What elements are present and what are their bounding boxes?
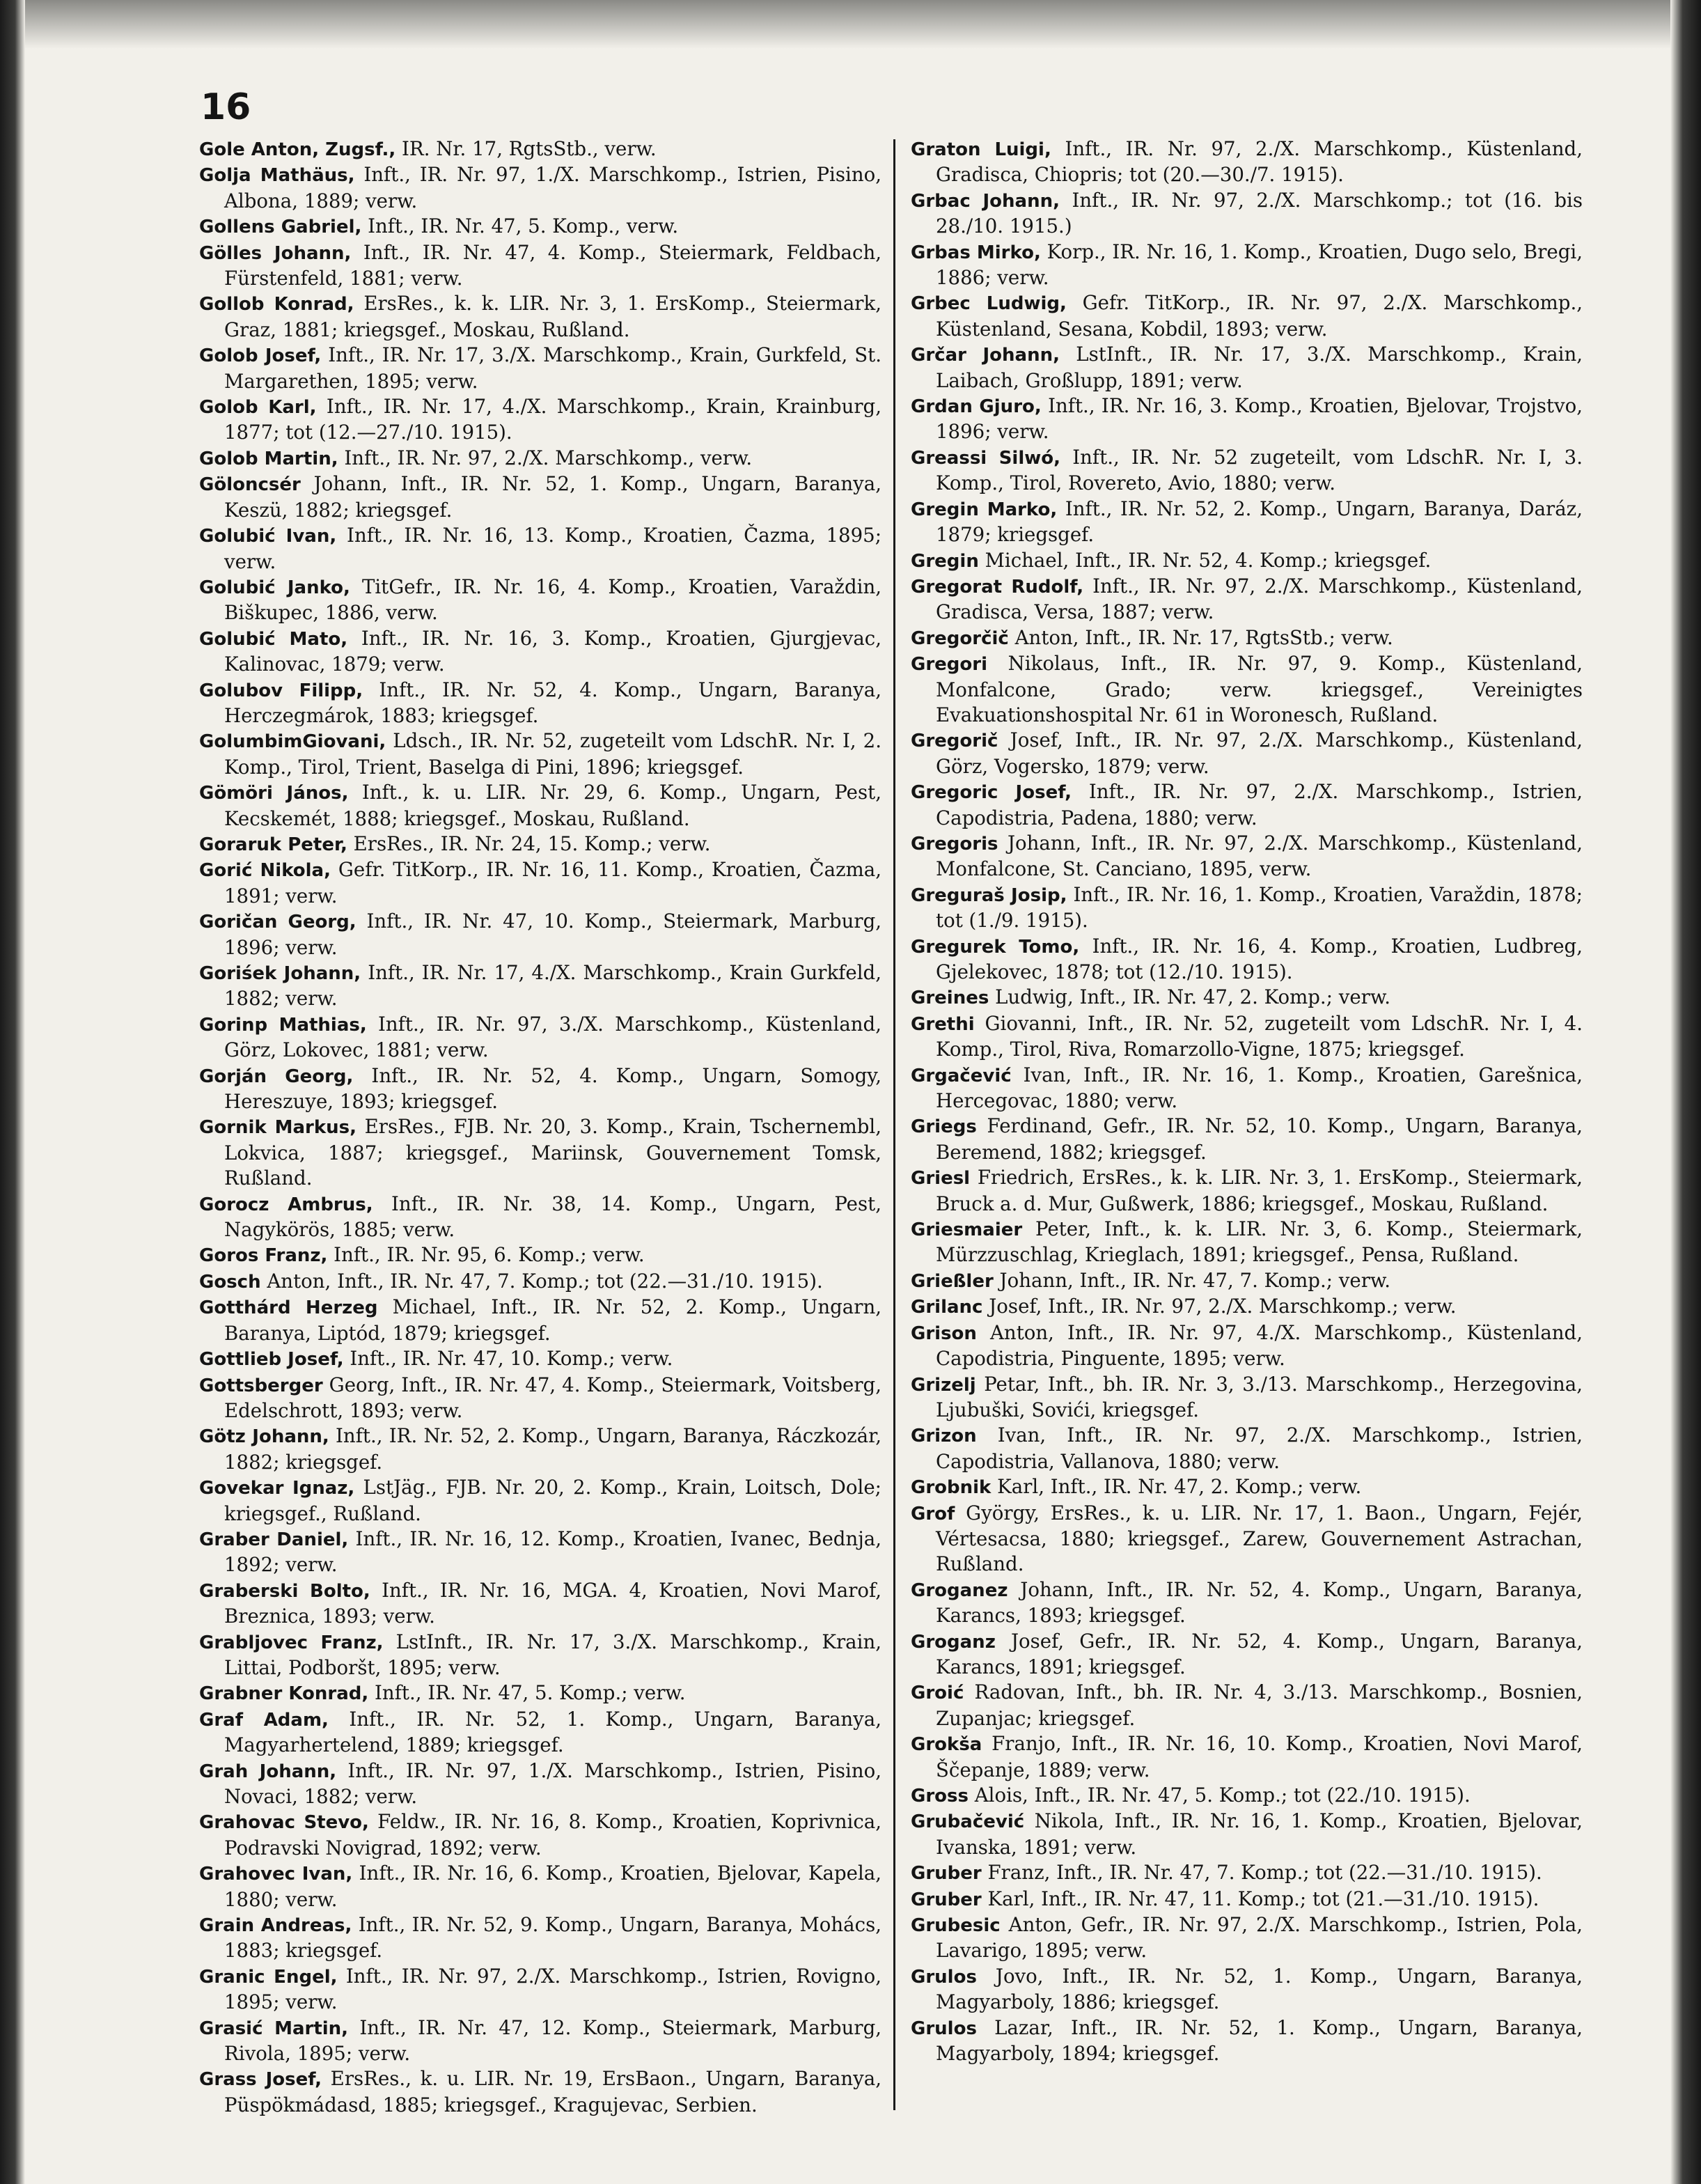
entry-details: ErsRes., k. k. LIR. Nr. 3, 1. ErsKomp., Steiermark, Graz, 1881; kriegsgef., Moskau, Rußland. bbox=[224, 292, 881, 341]
list-entry bbox=[911, 1887, 1583, 1912]
entry-details: Ferdinand, Gefr., IR. Nr. 52, 10. Komp., Ungarn, Baranya, Beremend, 1882; kriegsgef. bbox=[936, 1114, 1583, 1164]
entry-details: Inft., IR. Nr. 16, 4. Komp., Kroatien, Ludbreg, Gjelekovec, 1878; tot (12./10. 1915). bbox=[936, 934, 1583, 983]
entry-details: György, ErsRes., k. u. LIR. Nr. 17, 1. Baon., Ungarn, Fejér, Vértesacsa, 1880; kriegsgef., Zarew, Gouvernement Astrachan, Rußland. bbox=[936, 1501, 1583, 1576]
entry-details: Inft., IR. Nr. 97, 3./X. Marschkomp., Küstenland, Görz, Lokovec, 1881; verw. bbox=[224, 1012, 881, 1062]
list-entry bbox=[911, 1114, 1583, 1165]
entry-details: Anton, Inft., IR. Nr. 17, RgtsStb.; verw. bbox=[1008, 625, 1393, 649]
entry-name: Goros Franz, bbox=[199, 1245, 328, 1267]
list-entry bbox=[199, 1861, 881, 1912]
entry-details: Karl, Inft., IR. Nr. 47, 2. Komp.; verw. bbox=[991, 1475, 1362, 1499]
entry-name: Grbas Mirko, bbox=[911, 242, 1041, 263]
list-entry bbox=[911, 1372, 1583, 1424]
entry-details: Inft., IR. Nr. 97, 2./X. Marschkomp.; tot (16. bis 28./10. 1915.) bbox=[936, 188, 1583, 238]
list-entry bbox=[199, 1012, 881, 1063]
entry-name: Gregin Marko, bbox=[911, 499, 1058, 520]
entry-name: Gorján Georg, bbox=[199, 1066, 354, 1087]
entry-name: Graber Daniel, bbox=[199, 1529, 349, 1550]
entry-name: Grilanc bbox=[911, 1297, 983, 1318]
list-entry bbox=[199, 1063, 881, 1115]
list-entry bbox=[911, 1809, 1583, 1860]
entry-name: Grabljovec Franz, bbox=[199, 1632, 384, 1653]
list-entry bbox=[199, 678, 881, 729]
entry-details: Alois, Inft., IR. Nr. 47, 5. Komp.; tot (22./10. 1915). bbox=[968, 1784, 1471, 1807]
list-entry bbox=[911, 1629, 1583, 1680]
list-entry bbox=[911, 1268, 1583, 1294]
entry-details: Franjo, Inft., IR. Nr. 16, 10. Komp., Kroatien, Novi Marof, Ščepanje, 1889; verw. bbox=[936, 1732, 1583, 1781]
entry-name: Goriśek Johann, bbox=[199, 963, 361, 984]
entry-details: Inft., IR. Nr. 97, 1./X. Marschkomp., Istrien, Pisino, Novaci, 1882; verw. bbox=[224, 1758, 881, 1808]
entry-details: Inft., IR. Nr. 52 zugeteilt, vom LdschR. Nr. I, 3. Komp., Tirol, Rovereto, Avio, 1880; verw. bbox=[936, 445, 1583, 495]
list-entry bbox=[911, 1474, 1583, 1500]
list-entry bbox=[911, 1011, 1583, 1063]
list-entry bbox=[911, 934, 1583, 985]
entry-name: Götz Johann, bbox=[199, 1426, 329, 1448]
entry-name: Grahovac Stevo, bbox=[199, 1812, 369, 1834]
entry-name: Gregorič bbox=[911, 731, 998, 752]
entry-details: Gefr. TitKorp., IR. Nr. 16, 11. Komp., Kroatien, Čazma, 1891; verw. bbox=[224, 858, 881, 907]
list-entry bbox=[199, 909, 881, 960]
list-entry bbox=[199, 214, 881, 240]
list-entry bbox=[199, 1680, 881, 1706]
entry-name: Grießler bbox=[911, 1270, 994, 1292]
entry-details: Josef, Gefr., IR. Nr. 52, 4. Komp., Ungarn, Baranya, Karancs, 1891; kriegsgef. bbox=[936, 1629, 1583, 1678]
entry-name: Grasić Martin, bbox=[199, 2018, 349, 2039]
entry-name: Gregurek Tomo, bbox=[911, 936, 1080, 958]
entry-details: Anton, Inft., IR. Nr. 97, 4./X. Marschkomp., Küstenland, Capodistria, Pinguente, 1895; verw. bbox=[936, 1320, 1583, 1371]
list-entry bbox=[911, 1423, 1583, 1474]
list-entry bbox=[911, 136, 1583, 188]
entry-details: Inft., IR. Nr. 52, 1. Komp., Ungarn, Baranya, Magyarhertelend, 1889; kriegsgef. bbox=[224, 1707, 881, 1757]
entry-name: GolumbimGiovani, bbox=[199, 731, 386, 753]
list-entry bbox=[199, 857, 881, 909]
list-entry bbox=[911, 2015, 1583, 2067]
entry-name: Grabner Konrad, bbox=[199, 1683, 369, 1705]
list-entry bbox=[199, 780, 881, 832]
entry-name: Grizelj bbox=[911, 1374, 976, 1396]
list-entry bbox=[199, 1809, 881, 1861]
list-entry bbox=[199, 832, 881, 857]
entry-details: Inft., IR. Nr. 95, 6. Komp.; verw. bbox=[327, 1243, 645, 1267]
entry-details: Inft., IR. Nr. 47, 4. Komp., Steiermark, Feldbach, Fürstenfeld, 1881; verw. bbox=[224, 240, 881, 290]
entry-details: Inft., IR. Nr. 97, 2./X. Marschkomp., verw. bbox=[338, 446, 753, 469]
list-entry bbox=[911, 1731, 1583, 1783]
entry-details: Inft., k. u. LIR. Nr. 29, 6. Komp., Ungarn, Pest, Kecskemét, 1888; kriegsgef., Moskau, Rußland. bbox=[224, 781, 881, 830]
entry-name: Groganz bbox=[911, 1631, 996, 1653]
entry-details: Inft., IR. Nr. 52, 9. Komp., Ungarn, Baranya, Mohács, 1883; kriegsgef. bbox=[224, 1913, 881, 1963]
entry-details: Johann, Inft., IR. Nr. 97, 2./X. Marschkomp., Küstenland, Monfalcone, St. Canciano, 1895, verw. bbox=[936, 831, 1583, 881]
entry-name: Grethi bbox=[911, 1013, 975, 1035]
entry-name: Griegs bbox=[911, 1116, 977, 1138]
list-entry bbox=[911, 1165, 1583, 1217]
list-entry bbox=[199, 240, 881, 292]
left-column bbox=[199, 136, 881, 2118]
list-entry bbox=[199, 2066, 881, 2118]
entry-name: Gross bbox=[911, 1786, 969, 1807]
list-entry bbox=[199, 1578, 881, 1630]
entry-details: Inft., IR. Nr. 47, 12. Komp., Steiermark, Marburg, Rivola, 1895; verw. bbox=[224, 2015, 881, 2066]
entry-name: Gregoris bbox=[911, 833, 998, 855]
entry-name: Griesl bbox=[911, 1168, 971, 1190]
entry-details: Inft., IR. Nr. 16, 13. Komp., Kroatien, Čazma, 1895; verw. bbox=[224, 524, 881, 573]
entry-name: Gottlieb Josef, bbox=[199, 1349, 344, 1371]
entry-name: Groić bbox=[911, 1683, 964, 1704]
entry-name: Göloncsér bbox=[199, 474, 301, 496]
entry-details: Korp., IR. Nr. 16, 1. Komp., Kroatien, Dugo selo, Bregi, 1886; verw. bbox=[936, 240, 1583, 290]
entry-details: Inft., IR. Nr. 52, 4. Komp., Ungarn, Baranya, Herczegmárok, 1883; kriegsgef. bbox=[224, 678, 881, 727]
entry-details: Inft., IR. Nr. 97, 2./X. Marschkomp., Küstenland, Gradisca, Versa, 1887; verw. bbox=[936, 574, 1583, 624]
entry-details: Inft., IR. Nr. 97, 1./X. Marschkomp., Istrien, Pisino, Albona, 1889; verw. bbox=[224, 163, 881, 212]
entry-details: ErsRes., IR. Nr. 24, 15. Komp.; verw. bbox=[347, 832, 711, 855]
entry-name: Golja Mathäus, bbox=[199, 165, 355, 187]
entry-name: Graf Adam, bbox=[199, 1709, 329, 1731]
entry-name: Gregorat Rudolf, bbox=[911, 576, 1084, 598]
entry-details: LstInft., IR. Nr. 17, 3./X. Marschkomp., Krain, Laibach, Großlupp, 1891; verw. bbox=[936, 343, 1583, 392]
list-entry bbox=[911, 240, 1583, 291]
entry-details: Johann, Inft., IR. Nr. 52, 1. Komp., Ungarn, Baranya, Keszü, 1882; kriegsgef. bbox=[224, 472, 881, 522]
entry-name: Grdan Gjuro, bbox=[911, 396, 1042, 418]
list-entry bbox=[199, 1527, 881, 1578]
entry-details: Inft., IR. Nr. 16, MGA. 4, Kroatien, Novi Marof, Breznica, 1893; verw. bbox=[224, 1578, 881, 1628]
list-entry bbox=[911, 882, 1583, 934]
entry-name: Greines bbox=[911, 988, 989, 1009]
entry-name: Golubić Mato, bbox=[199, 628, 348, 650]
entry-name: Grobnik bbox=[911, 1477, 991, 1499]
list-entry bbox=[199, 446, 881, 471]
entry-name: Grčar Johann, bbox=[911, 345, 1060, 366]
list-entry bbox=[911, 1217, 1583, 1268]
scan-edge-left bbox=[0, 0, 25, 2184]
list-entry bbox=[199, 523, 881, 575]
list-entry bbox=[911, 548, 1583, 574]
entry-details: Inft., IR. Nr. 38, 14. Komp., Ungarn, Pest, Nagykörös, 1885; verw. bbox=[224, 1192, 881, 1242]
entry-details: Feldw., IR. Nr. 16, 8. Komp., Kroatien, Koprivnica, Podravski Novigrad, 1892; verw. bbox=[224, 1810, 882, 1859]
list-entry bbox=[199, 291, 881, 343]
list-entry bbox=[911, 651, 1583, 728]
entry-name: Grison bbox=[911, 1323, 977, 1344]
entry-details: Inft., IR. Nr. 47, 10. Komp.; verw. bbox=[343, 1347, 673, 1371]
entry-name: Gregin bbox=[911, 550, 979, 572]
entry-name: Golubov Filipp, bbox=[199, 680, 363, 701]
entry-name: Griesmaier bbox=[911, 1219, 1023, 1241]
entry-name: Gorinp Mathias, bbox=[199, 1014, 367, 1036]
entry-name: Granic Engel, bbox=[199, 1966, 338, 1988]
entry-name: Grahovec Ivan, bbox=[199, 1864, 353, 1885]
entry-details: Radovan, Inft., bh. IR. Nr. 4, 3./13. Marschkomp., Bosnien, Zupanjac; kriegsgef. bbox=[936, 1680, 1583, 1730]
entry-name: Govekar Ignaz, bbox=[199, 1478, 355, 1499]
entry-name: Grof bbox=[911, 1503, 955, 1524]
list-entry bbox=[911, 625, 1583, 651]
entry-name: Gollob Konrad, bbox=[199, 294, 354, 315]
entry-name: Graton Luigi, bbox=[911, 139, 1051, 160]
list-entry bbox=[199, 1630, 881, 1681]
list-entry bbox=[911, 1577, 1583, 1629]
entry-name: Grubesic bbox=[911, 1915, 1001, 1937]
entry-name: Gömöri János, bbox=[199, 783, 349, 804]
list-entry bbox=[911, 728, 1583, 779]
entry-name: Grokša bbox=[911, 1734, 982, 1756]
entry-details: Inft., IR. Nr. 16, 3. Komp., Kroatien, Bjelovar, Trojstvo, 1896; verw. bbox=[936, 394, 1583, 444]
list-entry bbox=[199, 471, 881, 523]
entry-details: Nikola, Inft., IR. Nr. 16, 1. Komp., Kroatien, Bjelovar, Ivanska, 1891; verw. bbox=[936, 1809, 1583, 1859]
list-entry bbox=[199, 1758, 881, 1810]
entry-details: Karl, Inft., IR. Nr. 47, 11. Komp.; tot (21.—31./10. 1915). bbox=[981, 1887, 1539, 1910]
entry-details: Peter, Inft., k. k. LIR. Nr. 3, 6. Komp., Steiermark, Mürzzuschlag, Krieglach, 1891; kriegsgef., Pensa, Rußland. bbox=[936, 1217, 1583, 1267]
list-entry bbox=[199, 1912, 881, 1964]
list-entry bbox=[199, 1242, 881, 1268]
entry-details: Inft., IR. Nr. 16, 3. Komp., Kroatien, Gjurgjevac, Kalinovac, 1879; verw. bbox=[224, 626, 882, 676]
entry-details: TitGefr., IR. Nr. 16, 4. Komp., Kroatien, Varaždin, Biškupec, 1886, verw. bbox=[224, 575, 881, 625]
entry-details: Inft., IR. Nr. 17, 4./X. Marschkomp., Krain, Krainburg, 1877; tot (12.—27./10. 1915). bbox=[224, 395, 881, 444]
entry-name: Gorocz Ambrus, bbox=[199, 1194, 373, 1215]
list-entry bbox=[199, 728, 881, 780]
list-entry bbox=[911, 1860, 1583, 1886]
entry-name: Greassi Silwó, bbox=[911, 447, 1061, 469]
scan-edge-right bbox=[1670, 0, 1701, 2184]
list-entry bbox=[199, 575, 881, 626]
entry-details: LstInft., IR. Nr. 17, 3./X. Marschkomp., Krain, Littai, Podboršt, 1895; verw. bbox=[224, 1630, 881, 1679]
list-entry bbox=[911, 985, 1583, 1011]
entry-details: Inft., IR. Nr. 47, 5. Komp.; verw. bbox=[368, 1681, 686, 1705]
list-entry bbox=[199, 394, 881, 446]
entry-details: Ivan, Inft., IR. Nr. 16, 1. Komp., Kroatien, Garešnica, Hercegovac, 1880; verw. bbox=[936, 1063, 1583, 1113]
list-entry bbox=[199, 1295, 881, 1346]
list-entry bbox=[911, 1320, 1583, 1372]
list-entry bbox=[911, 1294, 1583, 1320]
page-number: 16 bbox=[201, 86, 251, 128]
list-entry bbox=[199, 1269, 881, 1295]
entry-details: Anton, Inft., IR. Nr. 47, 7. Komp.; tot (22.—31./10. 1915). bbox=[260, 1269, 823, 1293]
entry-details: Inft., IR. Nr. 47, 10. Komp., Steiermark, Marburg, 1896; verw. bbox=[224, 910, 881, 959]
list-entry bbox=[911, 1783, 1583, 1809]
entry-details: Johann, Inft., IR. Nr. 47, 7. Komp.; verw. bbox=[993, 1268, 1391, 1292]
entry-details: Ivan, Inft., IR. Nr. 97, 2./X. Marschkomp., Istrien, Capodistria, Vallanova, 1880; verw. bbox=[936, 1424, 1583, 1473]
entry-name: Gregori bbox=[911, 654, 988, 676]
list-entry bbox=[911, 1912, 1583, 1964]
entry-details: ErsRes., FJB. Nr. 20, 3. Komp., Krain, Tschernembl, Lokvica, 1887; kriegsgef., Mariinsk, Gouvernement Tomsk, Rußland. bbox=[224, 1115, 881, 1190]
list-entry bbox=[911, 779, 1583, 831]
entry-details: Friedrich, ErsRes., k. k. LIR. Nr. 3, 1. ErsKomp., Steiermark, Bruck a. d. Mur, Gußwerk, 1886; kriegsgef., Moskau, Rußland. bbox=[936, 1166, 1583, 1215]
entry-name: Grizon bbox=[911, 1426, 977, 1447]
list-entry bbox=[199, 1346, 881, 1372]
entry-details: Ldsch., IR. Nr. 52, zugeteilt vom LdschR. Nr. I, 2. Komp., Tirol, Trient, Baselga di Pini, 1896; kriegsgef. bbox=[224, 729, 881, 779]
list-entry bbox=[199, 1475, 881, 1527]
list-entry bbox=[911, 1964, 1583, 2015]
entry-name: Gotthárd Herzeg bbox=[199, 1297, 378, 1319]
entry-name: Gottsberger bbox=[199, 1375, 323, 1396]
entry-name: Grain Andreas, bbox=[199, 1915, 352, 1937]
list-entry bbox=[199, 2015, 881, 2067]
entry-details: Georg, Inft., IR. Nr. 47, 4. Komp., Steiermark, Voitsberg, Edelschrott, 1893; verw. bbox=[224, 1373, 881, 1422]
entry-details: Inft., IR. Nr. 16, 12. Komp., Kroatien, Ivanec, Bednja, 1892; verw. bbox=[224, 1527, 881, 1577]
entry-details: Petar, Inft., bh. IR. Nr. 3, 3./13. Marschkomp., Herzegovina, Ljubuški, Sovići, kriegsgef. bbox=[936, 1372, 1583, 1421]
entry-details: Michael, Inft., IR. Nr. 52, 2. Komp., Ungarn, Baranya, Liptód, 1879; kriegsgef. bbox=[224, 1295, 881, 1345]
list-entry bbox=[199, 1373, 881, 1424]
entry-details: Gefr. TitKorp., IR. Nr. 97, 2./X. Marschkomp., Küstenland, Sesana, Kobdil, 1893; verw. bbox=[936, 291, 1583, 341]
entry-name: Grubačević bbox=[911, 1811, 1025, 1833]
entry-name: Golob Martin, bbox=[199, 448, 338, 469]
entry-name: Gruber bbox=[911, 1863, 982, 1885]
entry-details: Inft., IR. Nr. 97, 2./X. Marschkomp., Küstenland, Gradisca, Chiopris; tot (20.—30./7. 1915). bbox=[936, 137, 1583, 187]
entry-details: Inft., IR. Nr. 52, 4. Komp., Ungarn, Somogy, Hereszuye, 1893; kriegsgef. bbox=[224, 1063, 881, 1114]
entry-name: Gornik Markus, bbox=[199, 1117, 357, 1139]
entry-name: Golubić Janko, bbox=[199, 577, 350, 598]
entry-name: Gregorčič bbox=[911, 627, 1009, 649]
entry-details: Inft., IR. Nr. 17, 4./X. Marschkomp., Krain Gurkfeld, 1882; verw. bbox=[224, 961, 881, 1011]
entry-details: Franz, Inft., IR. Nr. 47, 7. Komp.; tot (22.—31./10. 1915). bbox=[981, 1861, 1542, 1885]
entry-name: Grass Josef, bbox=[199, 2069, 322, 2091]
entry-details: Giovanni, Inft., IR. Nr. 52, zugeteilt vom LdschR. Nr. I, 4. Komp., Tirol, Riva, Romarzollo-Vigne, 1875; kriegsgef. bbox=[936, 1011, 1583, 1061]
entry-name: Graberski Bolto, bbox=[199, 1580, 370, 1602]
entry-name: Gregoric Josef, bbox=[911, 782, 1072, 804]
entry-name: Gole Anton, Zugsf., bbox=[199, 139, 396, 160]
list-entry bbox=[199, 960, 881, 1012]
entry-details: Nikolaus, Inft., IR. Nr. 97, 9. Komp., Küstenland, Monfalcone, Grado; verw. kriegsgef., Vereinigtes Evakuationshospital Nr. 61 in Woronesch, Rußland. bbox=[936, 652, 1583, 726]
entry-details: Inft., IR. Nr. 17, 3./X. Marschkomp., Krain, Gurkfeld, St. Margarethen, 1895; verw. bbox=[224, 343, 881, 393]
entry-details: Inft., IR. Nr. 52, 2. Komp., Ungarn, Baranya, Ráczkozár, 1882; kriegsgef. bbox=[224, 1424, 881, 1474]
entry-details: ErsRes., k. u. LIR. Nr. 19, ErsBaon., Ungarn, Baranya, Püspökmádasd, 1885; kriegsgef., Kragujevac, Serbien. bbox=[224, 2067, 881, 2116]
column-divider bbox=[893, 139, 895, 2110]
entry-name: Gorić Nikola, bbox=[199, 860, 331, 882]
entry-name: Grah Johann, bbox=[199, 1761, 337, 1782]
entry-details: Inft., IR. Nr. 97, 2./X. Marschkomp., Istrien, Capodistria, Padena, 1880; verw. bbox=[936, 780, 1583, 829]
entry-details: IR. Nr. 17, RgtsStb., verw. bbox=[395, 137, 657, 160]
list-entry bbox=[911, 574, 1583, 625]
entry-name: Goričan Georg, bbox=[199, 912, 356, 933]
list-entry bbox=[199, 1707, 881, 1758]
entry-name: Gölles Johann, bbox=[199, 242, 352, 264]
entry-details: Inft., IR. Nr. 16, 1. Komp., Kroatien, Varaždin, 1878; tot (1./9. 1915). bbox=[936, 882, 1583, 933]
entry-details: Anton, Gefr., IR. Nr. 97, 2./X. Marschkomp., Istrien, Pola, Lavarigo, 1895; verw. bbox=[936, 1913, 1583, 1963]
list-entry bbox=[199, 162, 881, 214]
entry-details: LstJäg., FJB. Nr. 20, 2. Komp., Krain, Loitsch, Dole; kriegsgef., Rußland. bbox=[224, 1476, 881, 1525]
list-entry bbox=[911, 1680, 1583, 1731]
entry-details: Jovo, Inft., IR. Nr. 52, 1. Komp., Ungarn, Baranya, Magyarboly, 1886; kriegsgef. bbox=[936, 1964, 1583, 2014]
list-entry bbox=[199, 136, 881, 162]
list-entry bbox=[911, 1063, 1583, 1114]
entry-name: Goraruk Peter, bbox=[199, 834, 347, 855]
entry-name: Grbac Johann, bbox=[911, 190, 1060, 212]
entry-name: Golob Karl, bbox=[199, 397, 317, 419]
entry-name: Gosch bbox=[199, 1271, 261, 1293]
list-entry bbox=[199, 1192, 881, 1243]
entry-name: Grgačević bbox=[911, 1065, 1012, 1086]
entry-details: Josef, Inft., IR. Nr. 97, 2./X. Marschkomp., Küstenland, Görz, Vogersko, 1879; verw. bbox=[936, 728, 1583, 778]
entry-details: Johann, Inft., IR. Nr. 52, 4. Komp., Ungarn, Baranya, Karancs, 1893; kriegsgef. bbox=[936, 1577, 1583, 1628]
list-entry bbox=[911, 497, 1583, 548]
entry-name: Golob Josef, bbox=[199, 345, 322, 367]
entry-name: Grulos bbox=[911, 2018, 977, 2039]
entry-details: Inft., IR. Nr. 16, 6. Komp., Kroatien, Bjelovar, Kapela, 1880; verw. bbox=[224, 1862, 881, 1911]
entry-name: Grbec Ludwig, bbox=[911, 293, 1067, 315]
entry-name: Gollens Gabriel, bbox=[199, 217, 362, 238]
list-entry bbox=[911, 1501, 1583, 1577]
entry-details: Inft., IR. Nr. 52, 2. Komp., Ungarn, Baranya, Daráz, 1879; kriegsgef. bbox=[936, 497, 1583, 547]
entry-name: Gruber bbox=[911, 1889, 982, 1910]
list-entry bbox=[199, 1114, 881, 1191]
list-entry bbox=[911, 290, 1583, 342]
scan-edge-top bbox=[0, 0, 1701, 49]
list-entry bbox=[199, 1964, 881, 2015]
entry-details: Inft., IR. Nr. 47, 5. Komp., verw. bbox=[361, 214, 679, 238]
list-entry bbox=[199, 1424, 881, 1475]
list-entry bbox=[911, 342, 1583, 393]
entry-name: Grulos bbox=[911, 1966, 977, 1988]
entry-name: Golubić Ivan, bbox=[199, 526, 337, 547]
list-entry bbox=[199, 626, 881, 678]
entry-details: Lazar, Inft., IR. Nr. 52, 1. Komp., Ungarn, Baranya, Magyarboly, 1894; kriegsgef. bbox=[936, 2015, 1583, 2066]
list-entry bbox=[199, 343, 881, 394]
entry-details: Ludwig, Inft., IR. Nr. 47, 2. Komp.; verw. bbox=[989, 985, 1390, 1009]
entry-name: Groganez bbox=[911, 1580, 1008, 1601]
entry-name: Greguraš Josip, bbox=[911, 884, 1067, 906]
entry-details: Josef, Inft., IR. Nr. 97, 2./X. Marschkomp.; verw. bbox=[982, 1295, 1457, 1318]
entry-details: Michael, Inft., IR. Nr. 52, 4. Komp.; kriegsgef. bbox=[978, 548, 1432, 572]
list-entry bbox=[911, 188, 1583, 240]
list-entry bbox=[911, 831, 1583, 882]
list-entry bbox=[911, 445, 1583, 497]
right-column bbox=[911, 136, 1583, 2066]
list-entry bbox=[911, 393, 1583, 445]
entry-details: Inft., IR. Nr. 97, 2./X. Marschkomp., Istrien, Rovigno, 1895; verw. bbox=[224, 1964, 882, 2014]
